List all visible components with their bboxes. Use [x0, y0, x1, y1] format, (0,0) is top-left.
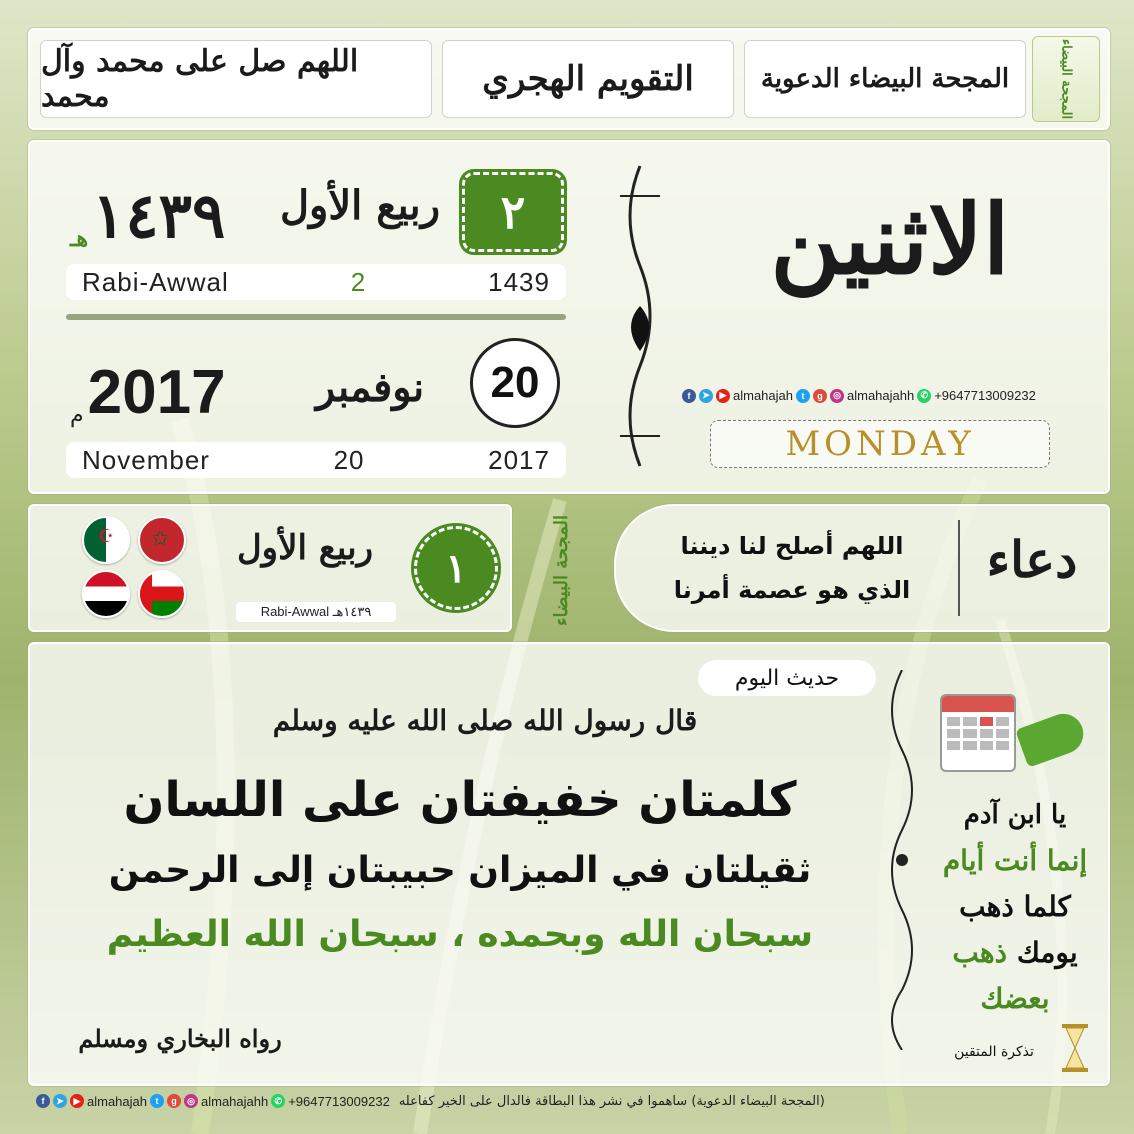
center-logo	[516, 508, 606, 632]
footer-whatsapp-icon[interactable]: ✆	[271, 1094, 285, 1108]
footer-twitter-icon[interactable]: t	[150, 1094, 164, 1108]
greg-day-badge	[470, 338, 560, 428]
dua-label: دعاء	[986, 530, 1078, 589]
social-bar-top	[682, 388, 1036, 403]
footer-facebook-icon[interactable]: f	[36, 1094, 50, 1108]
hijri-year-value: ١٤٣٩	[92, 179, 226, 252]
greg-suffix: م	[70, 403, 84, 428]
greg-row-month: November	[82, 444, 210, 475]
hijri-row-year: 1439	[488, 266, 550, 297]
footer-handle-1[interactable]: almahajah	[87, 1093, 147, 1109]
hijri-day-value: ٢	[500, 185, 526, 239]
footer-youtube-icon[interactable]: ▶	[70, 1094, 84, 1108]
footer-instagram-icon[interactable]: ◎	[184, 1094, 198, 1108]
salawat-box	[40, 40, 432, 118]
greg-year-value: 2017	[87, 358, 226, 427]
hand-icon	[1015, 708, 1089, 767]
youtube-icon[interactable]: ▶	[716, 389, 730, 403]
ornament-divider	[610, 156, 670, 476]
oman-flag	[138, 570, 186, 618]
whatsapp-icon[interactable]: ✆	[917, 389, 931, 403]
moon-day-value: ١	[445, 544, 467, 592]
algeria-flag: ☪	[82, 516, 130, 564]
facebook-icon[interactable]: f	[682, 389, 696, 403]
reminder-line-4b: ذهب	[952, 936, 1008, 969]
day-name-english-box	[710, 420, 1050, 468]
day-name-arabic: الاثنين	[770, 183, 1010, 296]
greg-day-value: 20	[490, 358, 540, 407]
egypt-flag	[82, 570, 130, 618]
hadith-ornament	[882, 670, 922, 1050]
hijri-row-month: Rabi-Awwal	[82, 266, 229, 297]
hijri-year	[70, 162, 225, 252]
date-divider	[66, 314, 566, 320]
dua-text	[632, 524, 952, 612]
greg-month: نوفمبر	[315, 364, 425, 411]
hijri-day-badge	[462, 172, 564, 252]
hadith-intro: قال رسول الله صلى الله عليه وسلم	[272, 704, 698, 737]
hadith-panel	[28, 642, 1110, 1086]
greg-year	[70, 342, 226, 428]
dua-line-1: اللهم أصلح لنا ديننا	[680, 532, 904, 560]
hadith-line-2: ثقيلتان في الميزان حبيبتان إلى الرحمن	[108, 850, 812, 891]
org-logo	[1032, 36, 1100, 122]
reminder-line-1: يا ابن آدم	[963, 800, 1067, 830]
footer-telegram-icon[interactable]: ➤	[53, 1094, 67, 1108]
hadith-badge-text: حديث اليوم	[734, 665, 840, 691]
dua-line-2: الذي هو عصمة أمرنا	[673, 576, 911, 604]
morocco-flag: ✩	[138, 516, 186, 564]
calendar-title-box	[442, 40, 734, 118]
moon-panel	[28, 504, 512, 632]
footer-text: (المجحة البيضاء الدعوية) ساهموا في نشر هذا البطاقة فالدال على الخير كفاعله	[398, 1093, 825, 1109]
center-logo-text: المجحة البيضاء	[550, 514, 572, 626]
reminder-block	[930, 792, 1100, 1022]
hadith-line-3: سبحان الله وبحمده ، سبحان الله العظيم	[106, 914, 814, 955]
calendar-icon	[940, 694, 1016, 772]
reminder-footer: تذكرة المتقين	[954, 1044, 1034, 1060]
moon-month: ربيع الأول	[236, 528, 374, 568]
hadith-badge	[698, 660, 876, 696]
logo-text: المجحة البيضاء	[1058, 38, 1074, 120]
hourglass-icon	[1062, 1024, 1088, 1072]
handle-2[interactable]: almahajahh	[847, 388, 915, 403]
hijri-month: ربيع الأول	[279, 182, 441, 229]
day-name-english: MONDAY	[785, 424, 975, 464]
salawat-text: اللهم صل على محمد وآل محمد	[41, 44, 359, 114]
calendar-title: التقويم الهجري	[482, 59, 694, 99]
dua-panel	[614, 504, 1110, 632]
phone-top[interactable]: +9647713009232	[934, 388, 1036, 403]
hadith-line-1: كلمتان خفيفتان على اللسان	[123, 772, 797, 828]
footer-bar	[36, 1090, 1098, 1112]
greg-row-year: 2017	[488, 444, 550, 475]
calendar-hand-icon	[940, 678, 1090, 778]
moon-caption: Rabi-Awwal ١٤٣٩هـ	[236, 602, 396, 622]
footer-handle-2[interactable]: almahajahh	[201, 1093, 269, 1109]
reminder-line-5: بعضك	[980, 982, 1050, 1015]
footer-phone[interactable]: +9647713009232	[288, 1093, 390, 1109]
hadith-source: رواه البخاري ومسلم	[78, 1024, 282, 1053]
greg-row	[66, 442, 566, 478]
handle-1[interactable]: almahajah	[733, 388, 793, 403]
header-panel	[28, 28, 1110, 130]
reminder-line-2: إنما أنت أيام	[942, 844, 1088, 877]
org-name-box	[744, 40, 1026, 118]
instagram-icon[interactable]: ◎	[830, 389, 844, 403]
hijri-row	[66, 264, 566, 300]
greg-row-day: 20	[333, 444, 365, 475]
twitter-icon[interactable]: t	[796, 389, 810, 403]
reminder-line-4	[930, 930, 1100, 976]
reminder-line-4a: يومك	[1016, 936, 1078, 969]
hijri-suffix: هـ	[70, 226, 89, 252]
moon-day-badge	[414, 526, 498, 610]
org-name: المجحة البيضاء الدعوية	[760, 64, 1010, 94]
date-panel	[28, 140, 1110, 494]
telegram-icon[interactable]: ➤	[699, 389, 713, 403]
footer-google-plus-icon[interactable]: g	[167, 1094, 181, 1108]
hijri-row-day: 2	[350, 266, 367, 297]
reminder-line-3: كلما ذهب	[959, 890, 1071, 923]
dua-ornament	[958, 520, 960, 616]
google-plus-icon[interactable]: g	[813, 389, 827, 403]
